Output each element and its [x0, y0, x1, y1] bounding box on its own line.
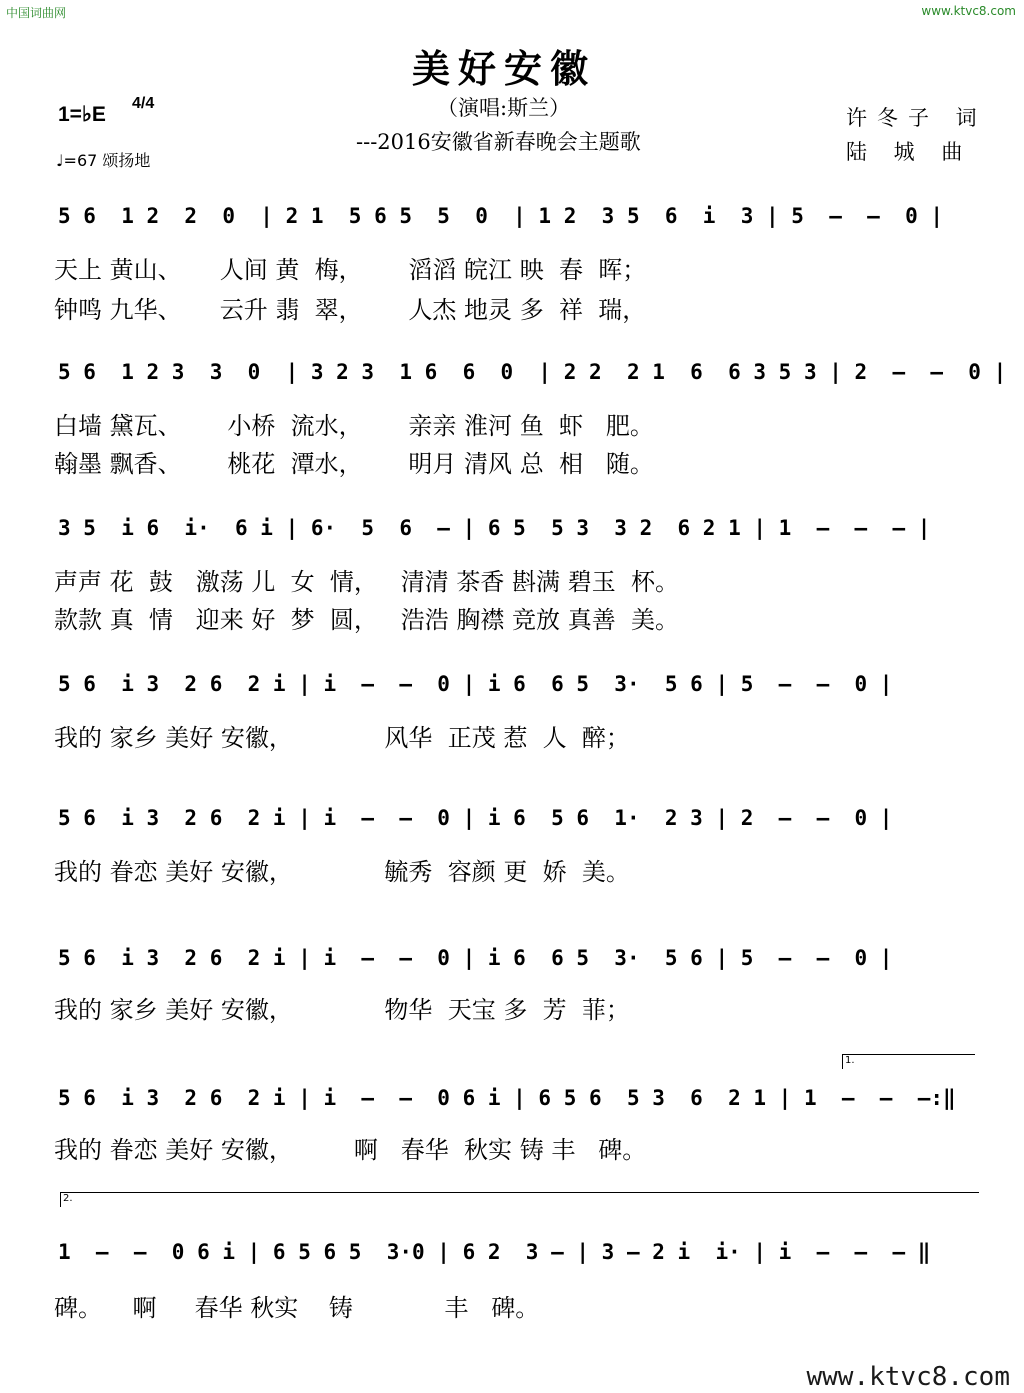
score-row-8-lyrics: 碑。 啊 春华 秋实 铸 丰 碑。 — [54, 1294, 540, 1322]
score-row-3-notes: 3 5 i 6 i· 6 i | 6· 5 6 – | 6 5 5 3 3 2 6 2 1 | 1 – – – | — [58, 516, 931, 540]
score-row-8-notes: 1 – – 0 6 i | 6 5 6 5 3·0 | 6 2 3 – | 3 – 2 i i· | i – – – ‖ — [58, 1240, 931, 1264]
volta-2-bracket — [60, 1192, 979, 1207]
score-row-6-lyrics: 我的 家乡 美好 安徽， 物华 天宝 多 芳 菲； — [54, 996, 630, 1024]
score-row-3-lyrics-verse1: 声声 花 鼓 激荡 儿 女 情， 清清 茶香 斟满 碧玉 杯。 — [54, 568, 679, 596]
score-row-3-lyrics-verse2: 款款 真 情 迎来 好 梦 圆， 浩浩 胸襟 竞放 真善 美。 — [54, 606, 679, 634]
composer-credit: 陆 城 曲 — [846, 140, 973, 164]
score-row-6-notes: 5 6 i 3 2 6 2 i | i – – 0 | i 6 6 5 3· 5 6 | 5 – – 0 | — [58, 946, 893, 970]
key-signature: 1=♭E — [58, 103, 106, 126]
score-row-4-notes: 5 6 i 3 2 6 2 i | i – – 0 | i 6 6 5 3· 5 6 | 5 – – 0 | — [58, 672, 893, 696]
subtitle-line: ---2016安徽省新春晚会主题歌 — [356, 130, 641, 154]
time-signature-value: 4/4 — [132, 95, 155, 112]
time-signature — [132, 96, 154, 112]
score-row-1-lyrics-verse1: 天上 黄山、 人间 黄 梅， 滔滔 皖江 映 春 晖； — [54, 256, 647, 284]
volta-1-label: 1. — [845, 1055, 855, 1066]
score-row-7-notes: 5 6 i 3 2 6 2 i | i – – 0 6 i | 6 5 6 5 3 6 2 1 | 1 – – –:‖ — [58, 1086, 956, 1110]
site-watermark-left: 中国词曲网 — [6, 6, 67, 20]
site-watermark-right: www.ktvc8.com — [921, 4, 1016, 18]
singer-line: （演唱:斯兰） — [437, 96, 571, 120]
score-row-1-notes: 5 6 1 2 2 0 | 2 1 5 6 5 5 0 | 1 2 3 5 6 i 3 | 5 – – 0 | — [58, 204, 944, 228]
score-row-1-lyrics-verse2: 钟鸣 九华、 云升 翡 翠， 人杰 地灵 多 祥 瑞， — [54, 296, 647, 324]
score-row-5-notes: 5 6 i 3 2 6 2 i | i – – 0 | i 6 5 6 1· 2 3 | 2 – – 0 | — [58, 806, 893, 830]
volta-1-bracket — [842, 1054, 975, 1069]
tempo-marking: ♩=67 颂扬地 — [56, 151, 151, 170]
score-row-4-lyrics: 我的 家乡 美好 安徽， 风华 正茂 惹 人 醉； — [54, 724, 630, 752]
score-row-2-notes: 5 6 1 2 3 3 0 | 3 2 3 1 6 6 0 | 2 2 2 1 6 6 3 5 3 | 2 – – 0 | — [58, 360, 1007, 384]
score-row-7-lyrics: 我的 眷恋 美好 安徽， 啊 春华 秋实 铸 丰 碑。 — [54, 1136, 647, 1164]
score-row-5-lyrics: 我的 眷恋 美好 安徽， 毓秀 容颜 更 娇 美。 — [54, 858, 630, 886]
song-title: 美好安徽 — [412, 47, 597, 91]
score-row-2-lyrics-verse2: 翰墨 飘香、 桃花 潭水， 明月 清风 总 相 随。 — [54, 450, 654, 478]
volta-2-label: 2. — [63, 1193, 73, 1204]
score-row-2-lyrics-verse1: 白墙 黛瓦、 小桥 流水， 亲亲 淮河 鱼 虾 肥。 — [54, 412, 654, 440]
lyricist-credit: 许冬子 词 — [846, 106, 987, 130]
footer-watermark: www.ktvc8.com — [806, 1362, 1010, 1392]
